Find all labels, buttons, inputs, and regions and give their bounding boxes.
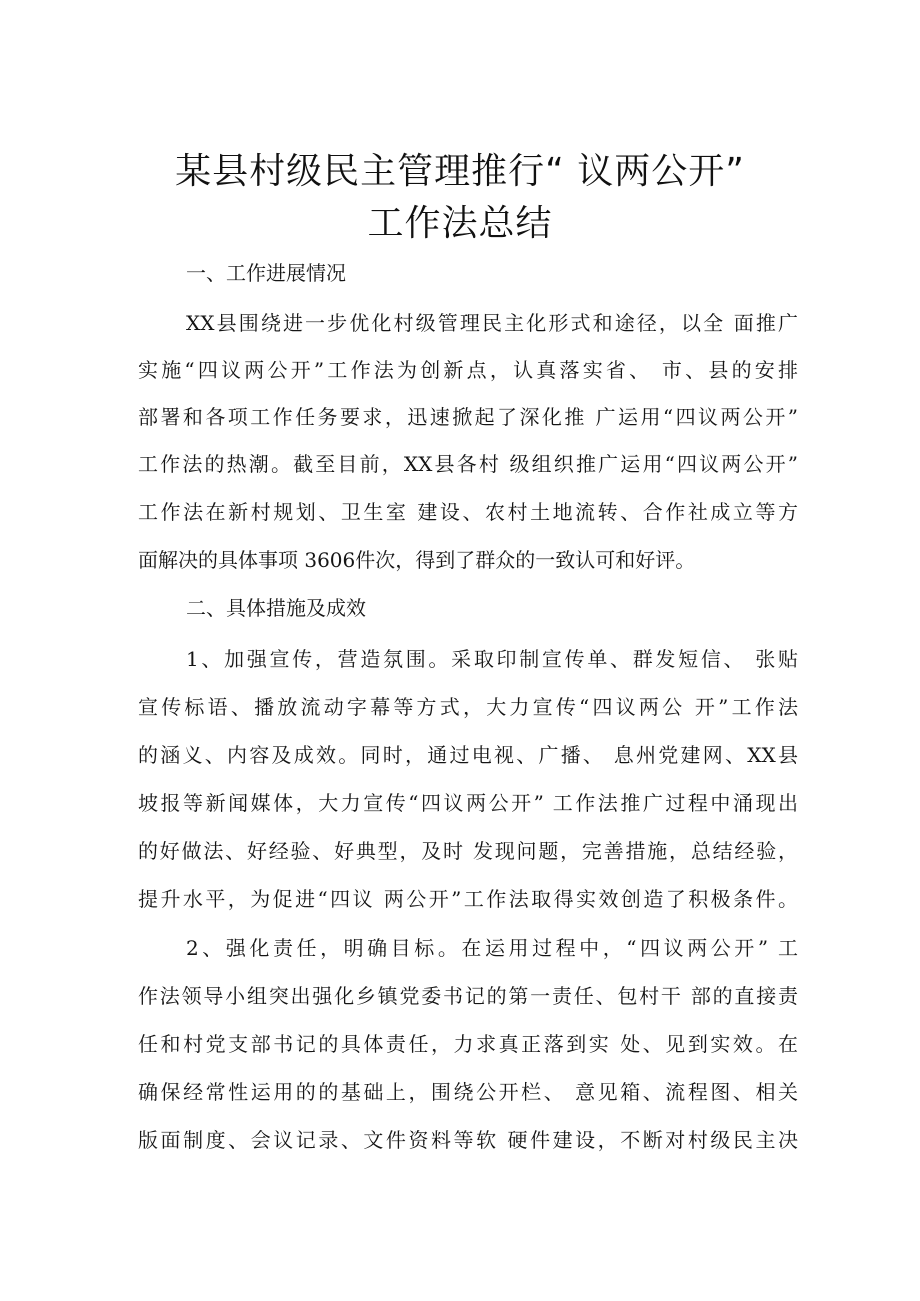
paragraph-line: 作法领导小组突出强化乡镇党委书记的第一责任、包村干 部的直接责 — [138, 984, 798, 1008]
section-heading-measures: 二、具体措施及成效 — [186, 596, 366, 620]
paragraph-line: 确保经常性运用的的基础上，围绕公开栏、 意见箱、流程图、相关 — [138, 1080, 798, 1104]
paragraph-line: 的涵义、内容及成效。同时，通过电视、广播、 息州党建网、XX县 — [138, 743, 798, 767]
paragraph-line: 实施“四议两公开”工作法为创新点，认真落实省、 市、县的安排 — [138, 358, 798, 382]
paragraph-line: 工作法在新村规划、卫生室 建设、农村土地流转、合作社成立等方 — [138, 500, 798, 524]
paragraph-line: 工作法的热潮。截至目前，XX县各村 级组织推广运用“四议两公开” — [138, 452, 798, 476]
paragraph-line: 版面制度、会议记录、文件资料等软 硬件建设，不断对村级民主决 — [138, 1128, 798, 1152]
paragraph-line: 宣传标语、播放流动字幕等方式，大力宣传“四议两公 开”工作法 — [138, 695, 798, 719]
paragraph-line: 坡报等新闻媒体，大力宣传“四议两公开” 工作法推广过程中涌现出 — [138, 791, 798, 815]
paragraph-line: 部署和各项工作任务要求，迅速掀起了深化推 广运用“四议两公开” — [138, 405, 798, 429]
paragraph-line: 面解决的具体事项 3606件次，得到了群众的一致认可和好评。 — [138, 548, 696, 572]
section-heading-progress: 一、工作进展情况 — [186, 261, 346, 285]
paragraph-line: 任和村党支部书记的具体责任，力求真正落到实 处、见到实效。在 — [138, 1032, 798, 1056]
paragraph-line: 2、强化责任，明确目标。在运用过程中，“四议两公开” 工 — [186, 936, 798, 960]
document-title-line-1: 某县村级民主管理推行“ 议两公开” — [175, 151, 745, 192]
document-title-line-2: 工作法总结 — [367, 203, 553, 244]
paragraph-line: 的好做法、好经验、好典型，及时 发现问题，完善措施，总结经验， — [138, 839, 798, 863]
paragraph-line: 1、加强宣传，营造氛围。采取印制宣传单、群发短信、 张贴 — [186, 647, 798, 671]
paragraph-line: 提升水平，为促进“四议 两公开”工作法取得实效创造了积极条件。 — [138, 887, 798, 911]
paragraph-line: XX县围绕进一步优化村级管理民主化形式和途径，以全 面推广 — [186, 311, 798, 335]
